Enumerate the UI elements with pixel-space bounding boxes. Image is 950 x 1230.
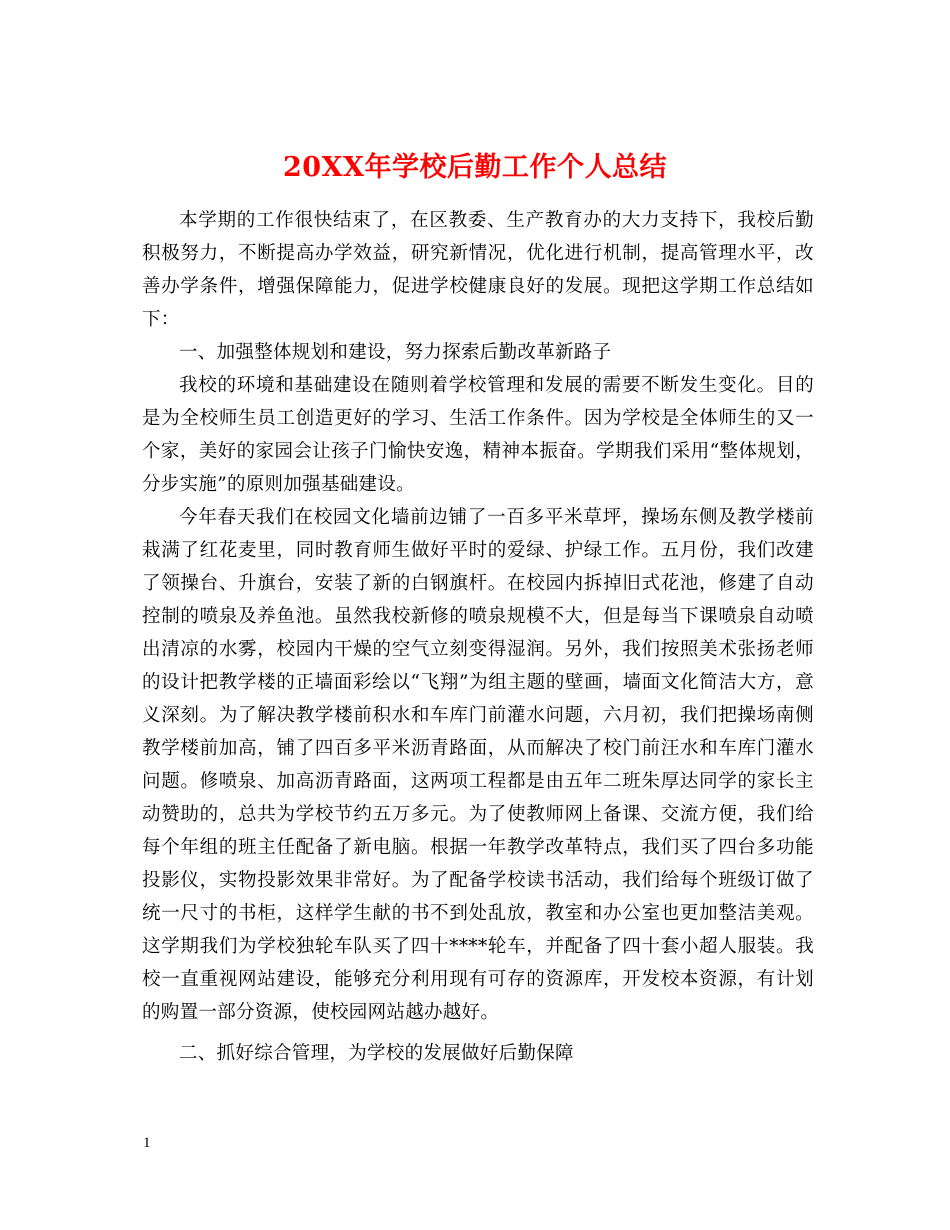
section-heading-2: 二、抓好综合管理，为学校的发展做好后勤保障 [179, 1043, 574, 1064]
page-number: 1 [143, 1135, 151, 1151]
section-heading-1: 一、加强整体规划和建设，努力探索后勤改革新路子 [179, 342, 612, 363]
intro-paragraph: 本学期的工作很快结束了，在区教委、生产教育办的大力支持下，我校后勤积极努力，不断提高办学效益，研究新情况，优化进行机制，提高管理水平，改善办学条件，增强保障能力，促进学校健康良好的发展。现把这学期工作总结如下： [142, 210, 814, 330]
document-body [142, 204, 814, 1070]
body-paragraph: 今年春天我们在校园文化墙前边铺了一百多平米草坪，操场东侧及教学楼前栽满了红花麦里，同时教育师生做好平时的爱绿、护绿工作。五月份，我们改建了领操台、升旗台，安装了新的白钢旗杆。在校园内拆掉旧式花池，修建了自动控制的喷泉及养鱼池。虽然我校新修的喷泉规模不大，但是每当下课喷泉自动喷出清凉的水雾，校园内干燥的空气立刻变得湿润。另外，我们按照美术张扬老师的设计把教学楼的正墙面彩绘以“飞翔”为组主题的壁画，墙面文化简洁大方，意义深刻。为了解决教学楼前积水和车库门前灌水问题，六月初，我们把操场南侧教学楼前加高，铺了四百多平米沥青路面，从而解决了校门前汪水和车库门灌水问题。修喷泉、加高沥青路面，这两项工程都是由五年二班朱厚达同学的家长主动赞助的，总共为学校节约五万多元。为了使教师网上备课、交流方便，我们给每个年组的班主任配备了新电脑。根据一年教学改革特点，我们买了四台多功能投影仪，实物投影效果非常好。为了配备学校读书活动，我们给每个班级订做了统一尺寸的书柜，这样学生献的书不到处乱放，教室和办公室也更加整洁美观。这学期我们为学校独轮车队买了四十****轮车，并配备了四十套小超人服装。我校一直重视网站建设，能够充分利用现有可存的资源库，开发校本资源，有计划的购置一部分资源，使校园网站越办越好。 [142, 507, 814, 1023]
body-paragraph: 我校的环境和基础建设在随则着学校管理和发展的需要不断发生变化。目的是为全校师生员工创造更好的学习、生活工作条件。因为学校是全体师生的又一个家，美好的家园会让孩子门愉快安逸，精神本振奋。学期我们采用“整体规划，分步实施”的原则加强基础建设。 [142, 375, 814, 495]
document-title: 20XX年学校后勤工作个人总结 [283, 152, 667, 184]
